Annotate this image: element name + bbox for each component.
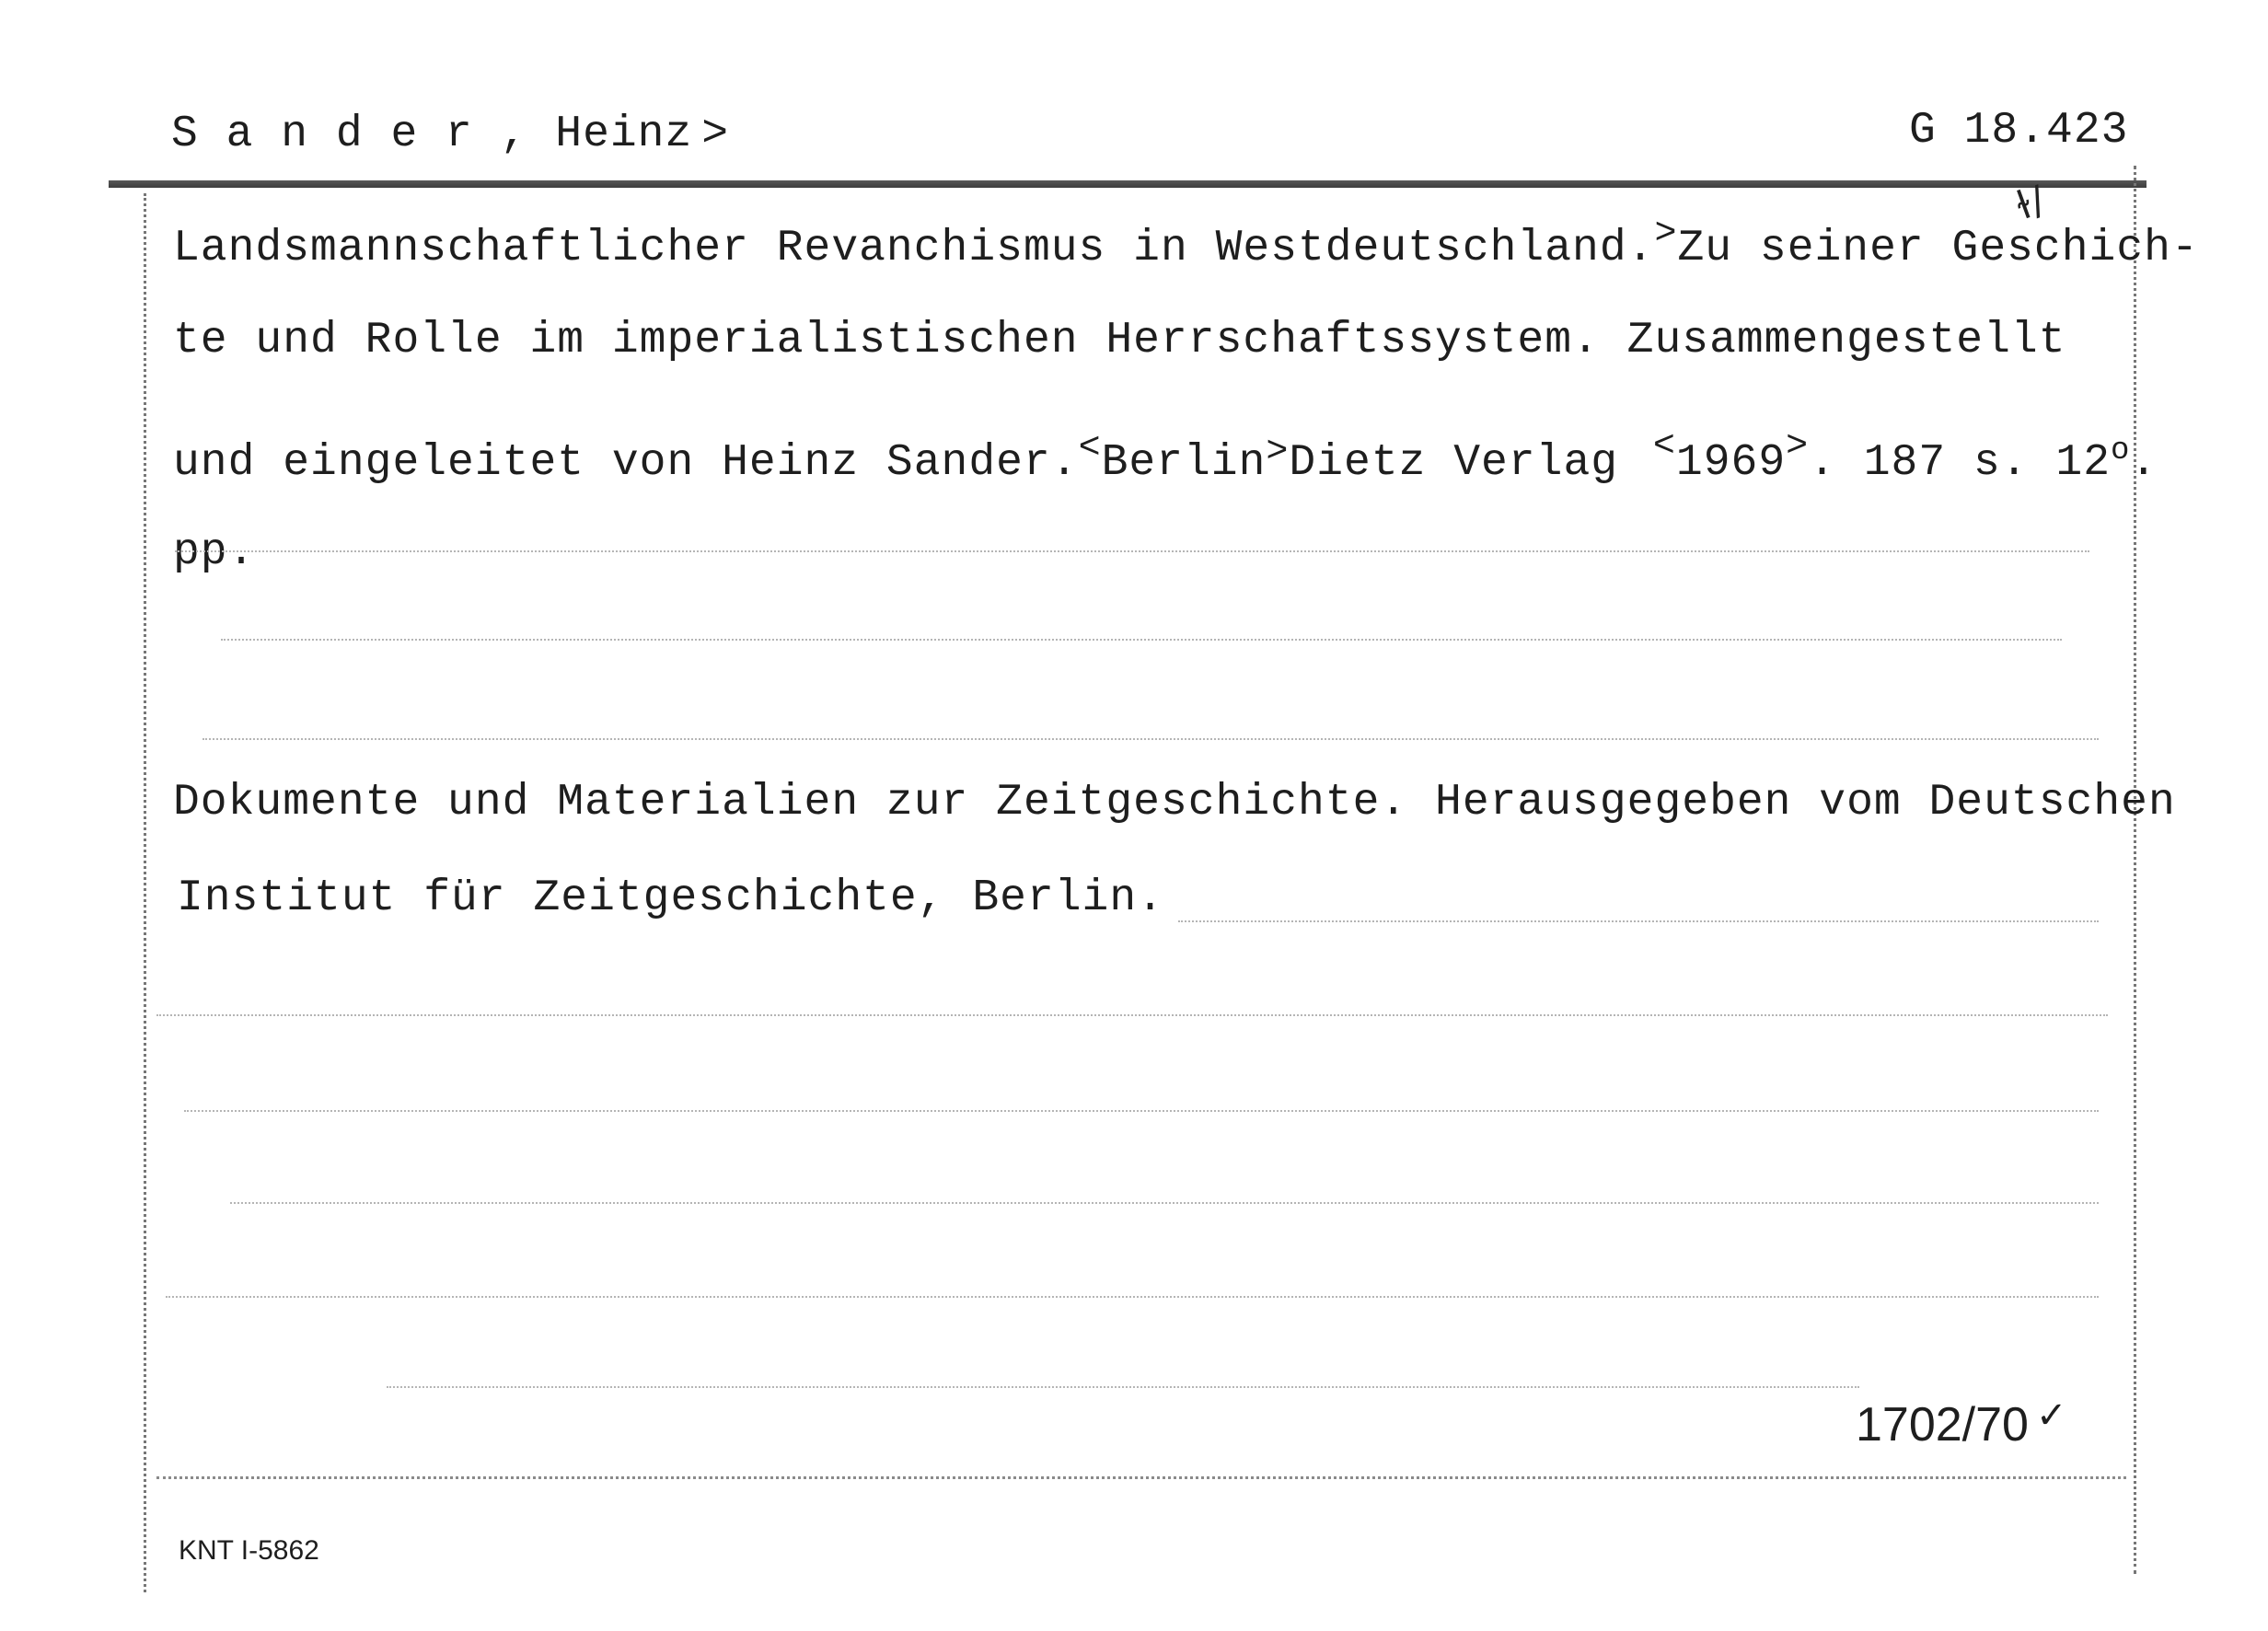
author-mark: > (701, 110, 730, 159)
accession-number: 1702/70 ✓ (1856, 1394, 2067, 1452)
entry-line-3: und eingeleitet von Heinz Sander.<Berlin>Dietz Verlag <1969>. 187 s. 12$^o$. (173, 426, 2158, 488)
edit-mark-lt: < (1078, 428, 1102, 469)
call-number: G 18.423 (1909, 106, 2129, 156)
left-border (144, 193, 146, 1592)
card-code: KNT I-5862 (179, 1535, 319, 1566)
rule-line (156, 1476, 2126, 1479)
entry-line-1: Landsmannschaftlicher Revanchismus in Westdeutschland.>Zu seiner Geschich- (173, 214, 2199, 273)
author-heading: S a n d e r , Heinz > (171, 110, 730, 159)
rule-line (387, 1386, 1859, 1388)
rule-line (156, 1014, 2108, 1016)
handwritten-correction: ɫ/ (2008, 177, 2052, 229)
series-line-2: Institut für Zeitgeschichte, Berlin. (177, 873, 1164, 923)
entry-line-4: pp. (173, 527, 256, 577)
header-rule (109, 180, 2146, 188)
rule-line (221, 639, 2062, 641)
edit-mark-gt: > (1654, 214, 1678, 255)
rule-line (1178, 920, 2099, 922)
rule-line (175, 550, 2089, 552)
entry-line-2: te und Rolle im imperialistischen Herrschaftssystem. Zusammengestellt (173, 316, 2066, 365)
edit-mark-gt-2: > (1266, 432, 1290, 473)
series-line-1: Dokumente und Materialien zur Zeitgeschichte. Herausgegeben vom Deutschen (173, 778, 2176, 827)
rule-line (184, 1110, 2099, 1112)
rule-line (230, 1202, 2099, 1204)
rule-line (166, 1296, 2099, 1298)
edit-mark-lt-2: < (1652, 426, 1676, 468)
rule-line (202, 738, 2099, 740)
edit-mark-gt-3: > (1786, 426, 1810, 468)
right-border (2134, 166, 2136, 1574)
check-mark: ✓ (2035, 1394, 2067, 1437)
